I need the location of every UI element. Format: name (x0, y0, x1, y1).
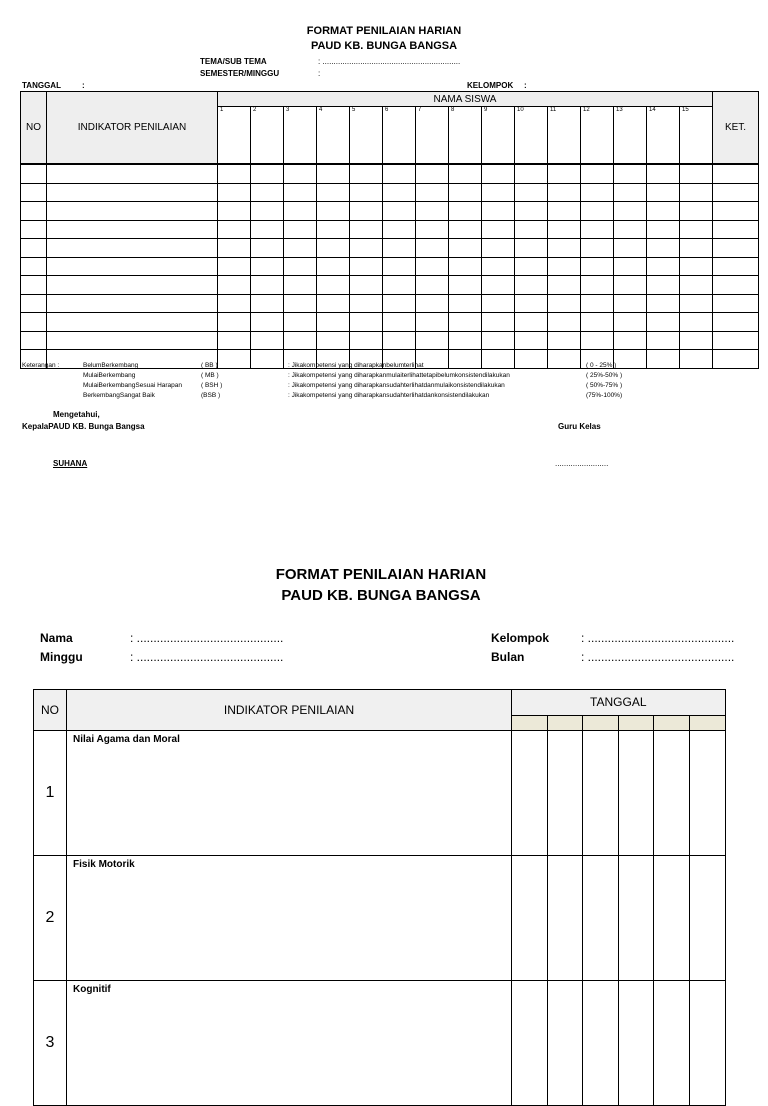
student-col-7: 7 (416, 107, 449, 165)
date-col (689, 715, 725, 730)
table-cell[interactable] (317, 164, 350, 183)
table-cell[interactable] (416, 313, 449, 332)
table-cell[interactable] (416, 183, 449, 202)
legend-range: ( 25%-50% ) (586, 372, 623, 379)
table-cell[interactable] (449, 276, 482, 295)
date-cell[interactable] (583, 981, 619, 1106)
table-cell[interactable] (47, 183, 218, 202)
date-col (512, 715, 548, 730)
keterangan-label: Keterangan : (22, 362, 60, 369)
table-cell[interactable] (251, 202, 284, 221)
kelompok2-label: Kelompok (491, 631, 550, 645)
table-cell[interactable] (680, 294, 713, 313)
table-cell[interactable] (21, 183, 47, 202)
table-cell[interactable] (482, 313, 515, 332)
col2-no: NO (34, 690, 67, 731)
bulan-value: : ............................................ (581, 650, 735, 664)
table-cell[interactable] (680, 183, 713, 202)
table-cell[interactable] (581, 239, 614, 258)
table-cell[interactable] (647, 183, 680, 202)
table-cell[interactable] (515, 294, 548, 313)
table-row (34, 731, 726, 856)
table-cell[interactable] (614, 257, 647, 276)
table-cell[interactable] (515, 350, 548, 369)
table-cell[interactable] (251, 183, 284, 202)
legend-code: ( BB ) (201, 362, 218, 369)
table-cell[interactable] (680, 202, 713, 221)
legend-range: (75%-100%) (586, 392, 623, 399)
table-cell[interactable] (713, 164, 759, 183)
table-cell[interactable] (47, 257, 218, 276)
table-row (21, 164, 759, 183)
student-col-9: 9 (482, 107, 515, 165)
table-cell[interactable] (416, 202, 449, 221)
table-cell[interactable] (647, 294, 680, 313)
table-cell[interactable] (581, 202, 614, 221)
student-col-2: 2 (251, 107, 284, 165)
table-cell[interactable] (614, 202, 647, 221)
table-cell[interactable] (284, 183, 317, 202)
table-cell[interactable] (482, 331, 515, 350)
form1-subtitle: PAUD KB. BUNGA BANGSA (310, 40, 458, 52)
table-cell[interactable] (647, 220, 680, 239)
form2-title: FORMAT PENILAIAN HARIAN (275, 566, 487, 583)
date-cell[interactable] (583, 856, 619, 981)
table-cell[interactable] (581, 331, 614, 350)
student-col-5: 5 (350, 107, 383, 165)
table-cell[interactable] (548, 239, 581, 258)
indikator-cell: Kognitif (67, 981, 512, 1106)
col-nama-siswa: NAMA SISWA (218, 92, 713, 107)
table-cell[interactable] (317, 220, 350, 239)
legend-code: (BSB ) (201, 392, 221, 399)
semester-label: SEMESTER/MINGGU (200, 69, 280, 78)
table-cell[interactable] (713, 294, 759, 313)
guru-name: ........................ (555, 459, 609, 468)
table-cell[interactable] (21, 257, 47, 276)
table-cell[interactable] (251, 164, 284, 183)
table-cell[interactable] (284, 164, 317, 183)
legend-desc: : Jikakompetensi yang diharapkansudahterlihatdanmulaikonsistendilakukan (288, 382, 505, 389)
semester-value: : (318, 69, 321, 78)
legend-desc: : Jikakompetensi yang diharapkanbelumterlihat (288, 362, 424, 369)
table-cell[interactable] (21, 220, 47, 239)
col2-tanggal: TANGGAL (512, 690, 726, 716)
date-col (654, 715, 690, 730)
table-cell[interactable] (449, 294, 482, 313)
date-col (618, 715, 654, 730)
row-number: 1 (34, 731, 67, 856)
legend-code: ( BSH ) (201, 382, 223, 389)
student-col-1: 1 (218, 107, 251, 165)
student-col-10: 10 (515, 107, 548, 165)
table-cell[interactable] (680, 313, 713, 332)
col2-indikator: INDIKATOR PENILAIAN (67, 690, 512, 731)
table-cell[interactable] (47, 239, 218, 258)
table-cell[interactable] (680, 220, 713, 239)
date-col (583, 715, 619, 730)
table-cell[interactable] (482, 220, 515, 239)
date-cell[interactable] (547, 731, 583, 856)
legend-name: BelumBerkembang (83, 362, 139, 369)
table-cell[interactable] (581, 294, 614, 313)
table-cell[interactable] (47, 294, 218, 313)
table-cell[interactable] (647, 257, 680, 276)
table-cell[interactable] (284, 313, 317, 332)
form1-title: FORMAT PENILAIAN HARIAN (306, 25, 462, 37)
table-cell[interactable] (218, 239, 251, 258)
date-col (547, 715, 583, 730)
table-cell[interactable] (350, 183, 383, 202)
col-ket: KET. (713, 92, 759, 165)
date-cell[interactable] (654, 856, 690, 981)
indikator-cell: Fisik Motorik (67, 856, 512, 981)
table-cell[interactable] (548, 313, 581, 332)
mengetahui: Mengetahui, (53, 410, 100, 419)
table-cell[interactable] (284, 239, 317, 258)
table-cell[interactable] (713, 183, 759, 202)
table-cell[interactable] (581, 257, 614, 276)
table-cell[interactable] (383, 276, 416, 295)
table-cell[interactable] (416, 164, 449, 183)
date-cell[interactable] (689, 981, 725, 1106)
table-row (21, 239, 759, 258)
table-cell[interactable] (581, 220, 614, 239)
minggu-value: : ............................................ (130, 650, 284, 664)
table-cell[interactable] (47, 220, 218, 239)
table-cell[interactable] (317, 294, 350, 313)
table-cell[interactable] (251, 239, 284, 258)
table-cell[interactable] (647, 239, 680, 258)
date-cell[interactable] (547, 981, 583, 1106)
table-cell[interactable] (713, 350, 759, 369)
table-cell[interactable] (581, 183, 614, 202)
table-cell[interactable] (680, 276, 713, 295)
date-cell[interactable] (512, 981, 548, 1106)
table-cell[interactable] (482, 276, 515, 295)
assessment-table (20, 91, 759, 369)
legend-name: MulaiBerkembang (83, 372, 136, 379)
table-cell[interactable] (614, 276, 647, 295)
student-col-13: 13 (614, 107, 647, 165)
table-cell[interactable] (680, 331, 713, 350)
date-cell[interactable] (689, 856, 725, 981)
kepala-name: SUHANA (53, 459, 88, 468)
tema-label: TEMA/SUB TEMA (200, 57, 267, 66)
table-row (21, 257, 759, 276)
kelompok-colon: : (524, 81, 527, 90)
date-cell[interactable] (689, 731, 725, 856)
student-col-12: 12 (581, 107, 614, 165)
table-cell[interactable] (548, 276, 581, 295)
table-cell[interactable] (416, 276, 449, 295)
table-cell[interactable] (383, 220, 416, 239)
table-cell[interactable] (47, 276, 218, 295)
table-cell[interactable] (680, 257, 713, 276)
kelompok2-value: : ............................................ (581, 631, 735, 645)
table-cell[interactable] (548, 257, 581, 276)
table-cell[interactable] (47, 313, 218, 332)
table-cell[interactable] (218, 313, 251, 332)
student-col-4: 4 (317, 107, 350, 165)
table-cell[interactable] (713, 313, 759, 332)
table-cell[interactable] (449, 183, 482, 202)
tanggal-label: TANGGAL (22, 81, 61, 90)
table-cell[interactable] (680, 350, 713, 369)
student-col-14: 14 (647, 107, 680, 165)
table-cell[interactable] (647, 350, 680, 369)
indikator-cell: Nilai Agama dan Moral (67, 731, 512, 856)
student-col-11: 11 (548, 107, 581, 165)
table-cell[interactable] (218, 183, 251, 202)
table-cell[interactable] (251, 350, 284, 369)
table-row (21, 331, 759, 350)
table-cell[interactable] (515, 164, 548, 183)
table-cell[interactable] (449, 164, 482, 183)
table-cell[interactable] (713, 239, 759, 258)
col-no: NO (21, 92, 47, 165)
table-cell[interactable] (713, 202, 759, 221)
col-indikator: INDIKATOR PENILAIAN (47, 92, 218, 165)
table-cell[interactable] (350, 313, 383, 332)
nama-value: : ............................................ (130, 631, 284, 645)
table-cell[interactable] (416, 220, 449, 239)
table-cell[interactable] (21, 313, 47, 332)
table-cell[interactable] (317, 257, 350, 276)
table-cell[interactable] (383, 257, 416, 276)
table-cell[interactable] (251, 276, 284, 295)
table-cell[interactable] (218, 294, 251, 313)
table-cell[interactable] (647, 313, 680, 332)
table-cell[interactable] (713, 331, 759, 350)
table-cell[interactable] (251, 313, 284, 332)
table-cell[interactable] (350, 331, 383, 350)
table-cell[interactable] (317, 202, 350, 221)
table-cell[interactable] (449, 331, 482, 350)
table-cell[interactable] (317, 183, 350, 202)
table-cell[interactable] (317, 313, 350, 332)
bulan-label: Bulan (491, 650, 525, 664)
table-cell[interactable] (284, 220, 317, 239)
table-cell[interactable] (317, 331, 350, 350)
table-cell[interactable] (383, 164, 416, 183)
table-row (34, 981, 726, 1106)
table-cell[interactable] (449, 220, 482, 239)
table-cell[interactable] (614, 350, 647, 369)
table-cell[interactable] (515, 313, 548, 332)
table-row (34, 856, 726, 981)
table-cell[interactable] (317, 276, 350, 295)
table-cell[interactable] (416, 331, 449, 350)
legend-name: MulaiBerkembangSesuai Harapan (83, 382, 183, 389)
table-cell[interactable] (416, 257, 449, 276)
table-cell[interactable] (21, 202, 47, 221)
table-cell[interactable] (21, 164, 47, 183)
table-cell[interactable] (284, 276, 317, 295)
legend-desc: : Jikakompetensi yang diharapkanmulaiterlihattetapibelumkonsistendilakukan (288, 372, 510, 379)
legend-range: ( 50%-75% ) (586, 382, 623, 389)
table-cell[interactable] (383, 183, 416, 202)
table-cell[interactable] (317, 239, 350, 258)
table-cell[interactable] (680, 239, 713, 258)
table-cell[interactable] (713, 276, 759, 295)
table-cell[interactable] (548, 202, 581, 221)
minggu-label: Minggu (40, 650, 83, 664)
table-cell[interactable] (383, 331, 416, 350)
table-row (21, 220, 759, 239)
table-cell[interactable] (251, 294, 284, 313)
table-row (21, 313, 759, 332)
table-cell[interactable] (350, 294, 383, 313)
student-col-8: 8 (449, 107, 482, 165)
table-cell[interactable] (647, 202, 680, 221)
tanggal-colon: : (82, 81, 85, 90)
date-cell[interactable] (654, 981, 690, 1106)
table-cell[interactable] (21, 331, 47, 350)
table-cell[interactable] (284, 257, 317, 276)
table-cell[interactable] (647, 164, 680, 183)
table-cell[interactable] (713, 257, 759, 276)
table-cell[interactable] (614, 313, 647, 332)
tema-value: : .............................................................. (318, 57, 461, 66)
table-cell[interactable] (548, 220, 581, 239)
legend-name: BerkembangSangat Baik (83, 392, 155, 399)
kelompok-label: KELOMPOK (467, 81, 514, 90)
table-cell[interactable] (449, 239, 482, 258)
table-cell[interactable] (515, 183, 548, 202)
row-number: 2 (34, 856, 67, 981)
student-col-15: 15 (680, 107, 713, 165)
date-cell[interactable] (618, 856, 654, 981)
table-cell[interactable] (21, 276, 47, 295)
table-cell[interactable] (218, 164, 251, 183)
table-cell[interactable] (350, 220, 383, 239)
table-cell[interactable] (350, 276, 383, 295)
table-cell[interactable] (284, 202, 317, 221)
date-cell[interactable] (583, 731, 619, 856)
table-cell[interactable] (218, 220, 251, 239)
table-cell[interactable] (515, 257, 548, 276)
table-cell[interactable] (449, 257, 482, 276)
table-cell[interactable] (350, 239, 383, 258)
table-cell[interactable] (515, 239, 548, 258)
table-cell[interactable] (548, 294, 581, 313)
table-cell[interactable] (21, 294, 47, 313)
date-cell[interactable] (512, 856, 548, 981)
table-cell[interactable] (614, 294, 647, 313)
table-row (21, 202, 759, 221)
table-cell[interactable] (614, 331, 647, 350)
table-cell[interactable] (218, 350, 251, 369)
table-cell[interactable] (251, 331, 284, 350)
table-cell[interactable] (515, 220, 548, 239)
table-cell[interactable] (482, 294, 515, 313)
table-cell[interactable] (581, 276, 614, 295)
table-cell[interactable] (416, 239, 449, 258)
table-cell[interactable] (350, 257, 383, 276)
table-cell[interactable] (47, 202, 218, 221)
table-cell[interactable] (581, 164, 614, 183)
legend-code: ( MB ) (201, 372, 219, 379)
table-cell[interactable] (482, 183, 515, 202)
table-row (21, 294, 759, 313)
table-row (21, 183, 759, 202)
table-cell[interactable] (515, 276, 548, 295)
table-cell[interactable] (449, 202, 482, 221)
table-cell[interactable] (218, 257, 251, 276)
table-cell[interactable] (449, 313, 482, 332)
table-cell[interactable] (251, 220, 284, 239)
table-cell[interactable] (614, 220, 647, 239)
row-number: 3 (34, 981, 67, 1106)
table-cell[interactable] (350, 202, 383, 221)
table-cell[interactable] (350, 164, 383, 183)
table-cell[interactable] (614, 164, 647, 183)
table-cell[interactable] (383, 202, 416, 221)
form2-subtitle: PAUD KB. BUNGA BANGSA (281, 587, 481, 604)
table-cell[interactable] (383, 313, 416, 332)
student-col-3: 3 (284, 107, 317, 165)
table-cell[interactable] (218, 276, 251, 295)
date-cell[interactable] (547, 856, 583, 981)
table-cell[interactable] (383, 294, 416, 313)
table-cell[interactable] (482, 164, 515, 183)
date-cell[interactable] (618, 981, 654, 1106)
table-cell[interactable] (218, 331, 251, 350)
student-col-6: 6 (383, 107, 416, 165)
table-cell[interactable] (482, 350, 515, 369)
table-cell[interactable] (515, 202, 548, 221)
table-cell[interactable] (284, 331, 317, 350)
table-cell[interactable] (548, 350, 581, 369)
table-cell[interactable] (21, 239, 47, 258)
table-cell[interactable] (251, 257, 284, 276)
table-row (21, 276, 759, 295)
table-cell[interactable] (482, 257, 515, 276)
table-cell[interactable] (284, 294, 317, 313)
table-cell[interactable] (416, 294, 449, 313)
table-cell[interactable] (482, 202, 515, 221)
legend-desc: : Jikakompetensi yang diharapkansudahterlihatdankonsistendilakukan (288, 392, 490, 399)
table-cell[interactable] (647, 331, 680, 350)
table-cell[interactable] (218, 202, 251, 221)
nama-label: Nama (40, 631, 73, 645)
date-cell[interactable] (512, 731, 548, 856)
table-cell[interactable] (548, 331, 581, 350)
daily-assessment-table (33, 689, 726, 1106)
legend-range: ( 0 - 25% ) (586, 362, 617, 369)
table-cell[interactable] (614, 239, 647, 258)
table-cell[interactable] (680, 164, 713, 183)
table-cell[interactable] (713, 220, 759, 239)
table-cell[interactable] (449, 350, 482, 369)
kepala-label: KepalaPAUD KB. Bunga Bangsa (22, 422, 145, 431)
date-cell[interactable] (618, 731, 654, 856)
table-cell[interactable] (383, 239, 416, 258)
table-cell[interactable] (647, 276, 680, 295)
guru-label: Guru Kelas (558, 422, 601, 431)
table-cell[interactable] (614, 183, 647, 202)
table-cell[interactable] (548, 164, 581, 183)
table-cell[interactable] (515, 331, 548, 350)
table-cell[interactable] (47, 164, 218, 183)
table-cell[interactable] (548, 183, 581, 202)
table-cell[interactable] (581, 313, 614, 332)
table-cell[interactable] (482, 239, 515, 258)
table-cell[interactable] (47, 331, 218, 350)
date-cell[interactable] (654, 731, 690, 856)
